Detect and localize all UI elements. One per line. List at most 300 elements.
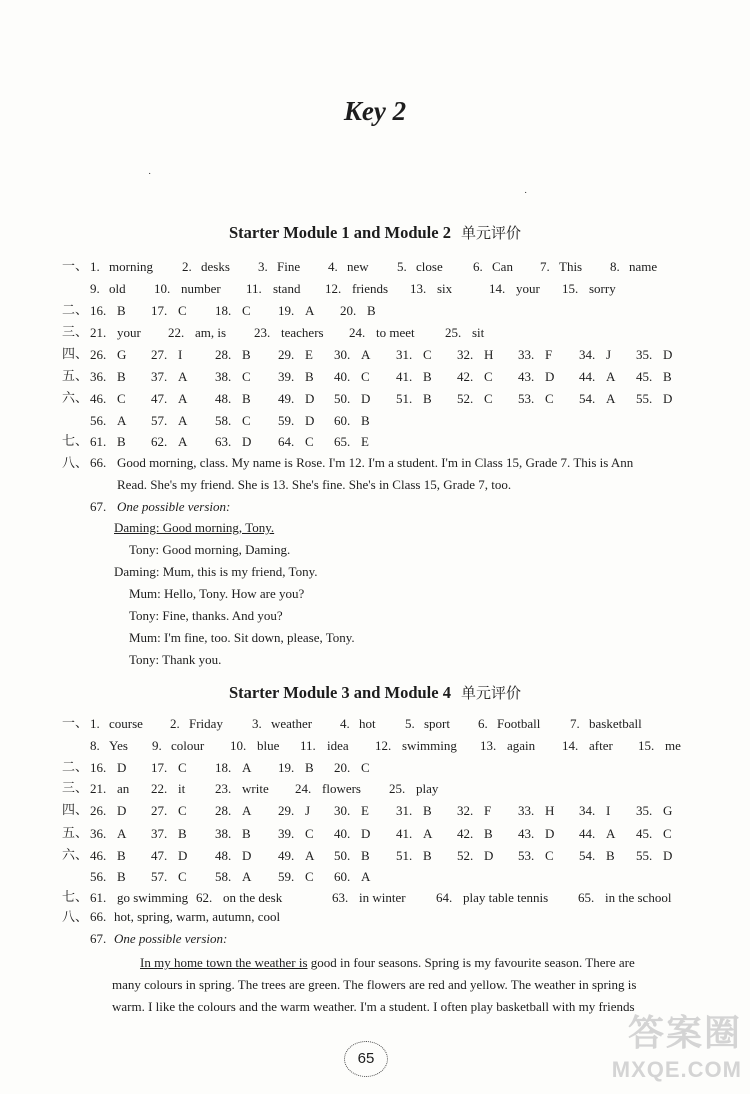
question-number: 5. bbox=[397, 259, 407, 274]
question-number: 47. bbox=[151, 391, 168, 406]
answer-text: old bbox=[109, 281, 126, 296]
answer-row bbox=[0, 824, 750, 844]
question-number: 62. bbox=[151, 434, 168, 449]
answer-text: C bbox=[305, 434, 314, 449]
question-number: 3. bbox=[252, 716, 262, 731]
answer-text: B bbox=[606, 848, 615, 863]
answer-text: hot bbox=[359, 716, 376, 731]
question-number: 43. bbox=[518, 826, 535, 841]
answer-text: play bbox=[416, 781, 439, 796]
question-number: 17. bbox=[151, 760, 168, 775]
question-number: 46. bbox=[90, 391, 107, 406]
answer-text: C bbox=[242, 303, 251, 318]
answer-text: B bbox=[423, 803, 432, 818]
answer-text: new bbox=[347, 259, 369, 274]
answer-text: B bbox=[117, 869, 126, 884]
question-number: 44. bbox=[579, 826, 596, 841]
dialogue-line: Mum: Hello, Tony. How are you? bbox=[129, 586, 305, 601]
answer-text: A bbox=[117, 826, 127, 841]
answer-text: flowers bbox=[322, 781, 361, 796]
answer-text: swimming bbox=[402, 738, 457, 753]
answer-text: D bbox=[545, 369, 555, 384]
question-number: 35. bbox=[636, 347, 653, 362]
q66-text-line: Good morning, class. My name is Rose. I'm 12. I'm a student. I'm in Class 15, Grade 7. This is Ann bbox=[117, 455, 634, 470]
page-number: 65 bbox=[344, 1041, 388, 1077]
question-number: 24. bbox=[349, 325, 366, 340]
answer-text: stand bbox=[273, 281, 301, 296]
question-number: 25. bbox=[445, 325, 462, 340]
answer-text: it bbox=[178, 781, 186, 796]
answer-text: C bbox=[545, 848, 554, 863]
answer-text: A bbox=[242, 803, 252, 818]
answer-text: H bbox=[484, 347, 494, 362]
question-number: 45. bbox=[636, 826, 653, 841]
question-number: 7. bbox=[570, 716, 580, 731]
essay-underlined: In my home town the weather is bbox=[140, 955, 308, 970]
question-number: 50. bbox=[334, 848, 351, 863]
q66-number: 66. bbox=[90, 909, 107, 924]
section-mark: 一、 bbox=[62, 716, 89, 731]
question-number: 31. bbox=[396, 347, 413, 362]
section-mark: 六、 bbox=[62, 391, 89, 406]
section-heading-cn: 单元评价 bbox=[460, 224, 521, 242]
question-number: 33. bbox=[518, 347, 535, 362]
question-number: 27. bbox=[151, 347, 168, 362]
answer-row bbox=[0, 323, 750, 343]
section-heading-cn: 单元评价 bbox=[460, 684, 521, 702]
question-number: 14. bbox=[562, 738, 579, 753]
answer-text: on the desk bbox=[223, 890, 283, 905]
question-number: 14. bbox=[489, 281, 506, 296]
dialogue-line: Tony: Fine, thanks. And you? bbox=[129, 608, 283, 623]
section-mark: 四、 bbox=[62, 347, 89, 362]
watermark-cn: 答案圈 bbox=[627, 1013, 742, 1054]
answer-text: go swimming bbox=[117, 890, 189, 905]
question-number: 4. bbox=[340, 716, 350, 731]
question-number: 40. bbox=[334, 369, 351, 384]
question-number: 10. bbox=[230, 738, 247, 753]
answer-text: desks bbox=[201, 259, 230, 274]
answer-text: sport bbox=[424, 716, 450, 731]
answer-row bbox=[0, 758, 750, 778]
answer-row bbox=[0, 432, 750, 452]
answer-text: H bbox=[545, 803, 555, 818]
essay-first-rest: good in four seasons. Spring is my favourite season. There are bbox=[307, 955, 635, 970]
question-number: 22. bbox=[168, 325, 185, 340]
answer-text: D bbox=[178, 848, 188, 863]
dialogue-line: Daming: Good morning, Tony. bbox=[114, 520, 275, 535]
answer-text: B bbox=[242, 347, 251, 362]
answer-text: A bbox=[178, 369, 188, 384]
question-number: 21. bbox=[90, 325, 107, 340]
question-number: 47. bbox=[151, 848, 168, 863]
answer-text: A bbox=[242, 869, 252, 884]
answer-text: again bbox=[507, 738, 536, 753]
answer-text: A bbox=[305, 303, 315, 318]
answer-text: D bbox=[663, 347, 673, 362]
question-number: 2. bbox=[170, 716, 180, 731]
question-number: 62. bbox=[196, 890, 213, 905]
watermark-en: MXQE.COM bbox=[611, 1057, 742, 1082]
question-number: 50. bbox=[334, 391, 351, 406]
section-mark: 二、 bbox=[62, 303, 89, 318]
dialogue-line: Tony: Good morning, Daming. bbox=[129, 542, 291, 557]
question-number: 11. bbox=[300, 738, 316, 753]
answer-text: F bbox=[484, 803, 492, 818]
answer-text: name bbox=[629, 259, 658, 274]
answer-text: D bbox=[305, 391, 315, 406]
question-number: 60. bbox=[334, 869, 351, 884]
q66-number: 66. bbox=[90, 455, 107, 470]
q66-mark: 八、 bbox=[62, 455, 89, 470]
essay-line: warm. I like the colours and the warm weather. I'm a student. I often play basketball with my friends bbox=[112, 999, 635, 1014]
question-number: 3. bbox=[258, 259, 268, 274]
question-number: 31. bbox=[396, 803, 413, 818]
question-number: 65. bbox=[578, 890, 595, 905]
answer-row bbox=[0, 345, 750, 365]
q67-number: 67. bbox=[90, 499, 107, 514]
question-number: 39. bbox=[278, 826, 295, 841]
scan-speck: ˙ bbox=[148, 172, 152, 183]
question-number: 64. bbox=[278, 434, 295, 449]
answer-text: friends bbox=[352, 281, 389, 296]
section-heading-text: Starter Module 3 and Module 4 bbox=[228, 683, 451, 702]
answer-text: write bbox=[242, 781, 269, 796]
dialogue-line: Tony: Thank you. bbox=[129, 652, 222, 667]
answer-text: D bbox=[361, 391, 371, 406]
question-number: 16. bbox=[90, 760, 107, 775]
section-heading-2 bbox=[0, 682, 750, 703]
question-number: 24. bbox=[295, 781, 312, 796]
essay-line: many colours in spring. The trees are green. The flowers are red and yellow. The weather in spring is bbox=[112, 977, 637, 992]
question-number: 7. bbox=[540, 259, 550, 274]
answer-row bbox=[0, 779, 750, 799]
answer-text: D bbox=[242, 434, 252, 449]
answer-text: idea bbox=[327, 738, 349, 753]
answer-text: Fine bbox=[277, 259, 301, 274]
question-number: 26. bbox=[90, 803, 107, 818]
answer-text: C bbox=[305, 869, 314, 884]
answer-row bbox=[0, 389, 750, 409]
answer-text: your bbox=[117, 325, 141, 340]
answer-row bbox=[0, 801, 750, 821]
answer-text: to meet bbox=[376, 325, 415, 340]
question-number: 61. bbox=[90, 434, 107, 449]
answer-row bbox=[0, 279, 750, 299]
question-number: 21. bbox=[90, 781, 107, 796]
question-number: 20. bbox=[334, 760, 351, 775]
question-number: 44. bbox=[579, 369, 596, 384]
question-number: 61. bbox=[90, 890, 107, 905]
answer-text: A bbox=[361, 869, 371, 884]
question-number: 57. bbox=[151, 869, 168, 884]
answer-text: D bbox=[117, 760, 127, 775]
answer-text: basketball bbox=[589, 716, 642, 731]
answer-text: This bbox=[559, 259, 583, 274]
question-number: 39. bbox=[278, 369, 295, 384]
answer-row bbox=[0, 714, 750, 734]
answer-text: B bbox=[361, 413, 370, 428]
answer-text: six bbox=[437, 281, 453, 296]
question-number: 25. bbox=[389, 781, 406, 796]
question-number: 11. bbox=[246, 281, 262, 296]
answer-text: G bbox=[117, 347, 127, 362]
question-number: 8. bbox=[610, 259, 620, 274]
section-heading-1 bbox=[0, 222, 750, 243]
answer-text: Yes bbox=[109, 738, 128, 753]
answer-text: B bbox=[178, 826, 187, 841]
answer-text: I bbox=[178, 347, 183, 362]
answer-text: sorry bbox=[589, 281, 616, 296]
answer-text: B bbox=[117, 848, 126, 863]
question-number: 54. bbox=[579, 391, 596, 406]
question-number: 58. bbox=[215, 869, 232, 884]
answer-text: D bbox=[361, 826, 371, 841]
question-number: 22. bbox=[151, 781, 168, 796]
answer-text: D bbox=[305, 413, 315, 428]
answer-text: course bbox=[109, 716, 143, 731]
answer-text: colour bbox=[171, 738, 205, 753]
answer-row bbox=[0, 846, 750, 866]
answer-text: J bbox=[305, 803, 311, 818]
question-number: 9. bbox=[152, 738, 162, 753]
question-number: 35. bbox=[636, 803, 653, 818]
page-title: Key 2 bbox=[343, 96, 407, 126]
question-number: 13. bbox=[480, 738, 497, 753]
question-number: 34. bbox=[579, 803, 596, 818]
q66-text: hot, spring, warm, autumn, cool bbox=[114, 909, 281, 924]
answer-text: C bbox=[178, 760, 187, 775]
question-number: 32. bbox=[457, 803, 474, 818]
answer-text: C bbox=[178, 869, 187, 884]
question-number: 40. bbox=[334, 826, 351, 841]
answer-text: B bbox=[117, 303, 126, 318]
answer-text: Football bbox=[497, 716, 541, 731]
answer-text: B bbox=[423, 848, 432, 863]
question-number: 23. bbox=[254, 325, 271, 340]
answer-text: C bbox=[484, 391, 493, 406]
question-number: 51. bbox=[396, 848, 413, 863]
question-number: 12. bbox=[325, 281, 342, 296]
section-mark: 一、 bbox=[62, 259, 89, 274]
section-mark: 五、 bbox=[62, 369, 89, 384]
question-number: 53. bbox=[518, 848, 535, 863]
answer-text: after bbox=[589, 738, 613, 753]
answer-text: an bbox=[117, 781, 130, 796]
answer-text: C bbox=[545, 391, 554, 406]
question-number: 33. bbox=[518, 803, 535, 818]
answer-text: A bbox=[242, 760, 252, 775]
answer-text: C bbox=[361, 369, 370, 384]
question-number: 60. bbox=[334, 413, 351, 428]
answer-text: A bbox=[606, 391, 616, 406]
question-number: 30. bbox=[334, 803, 351, 818]
question-number: 56. bbox=[90, 869, 107, 884]
answer-text: C bbox=[178, 303, 187, 318]
answer-text: D bbox=[663, 848, 673, 863]
question-number: 42. bbox=[457, 826, 474, 841]
answer-text: your bbox=[516, 281, 540, 296]
question-number: 1. bbox=[90, 716, 100, 731]
question-number: 56. bbox=[90, 413, 107, 428]
answer-text: J bbox=[606, 347, 612, 362]
question-number: 6. bbox=[478, 716, 488, 731]
question-number: 36. bbox=[90, 826, 107, 841]
question-number: 57. bbox=[151, 413, 168, 428]
question-number: 59. bbox=[278, 869, 295, 884]
question-number: 41. bbox=[396, 826, 413, 841]
answer-text: C bbox=[305, 826, 314, 841]
answer-text: number bbox=[181, 281, 221, 296]
answer-text: C bbox=[361, 760, 370, 775]
answer-text: A bbox=[178, 391, 188, 406]
question-number: 64. bbox=[436, 890, 453, 905]
question-number: 23. bbox=[215, 781, 232, 796]
answer-text: G bbox=[663, 803, 673, 818]
question-number: 53. bbox=[518, 391, 535, 406]
answer-text: B bbox=[117, 369, 126, 384]
answer-text: E bbox=[305, 347, 313, 362]
answer-text: E bbox=[361, 434, 369, 449]
question-number: 58. bbox=[215, 413, 232, 428]
question-number: 19. bbox=[278, 760, 295, 775]
question-number: 46. bbox=[90, 848, 107, 863]
answer-text: B bbox=[663, 369, 672, 384]
answer-row bbox=[0, 867, 750, 887]
question-number: 63. bbox=[332, 890, 349, 905]
question-number: 36. bbox=[90, 369, 107, 384]
question-number: 5. bbox=[405, 716, 415, 731]
answer-text: B bbox=[484, 826, 493, 841]
question-number: 48. bbox=[215, 391, 232, 406]
q66-mark: 八、 bbox=[62, 909, 89, 924]
answer-row bbox=[0, 411, 750, 431]
answer-text: me bbox=[665, 738, 681, 753]
question-number: 8. bbox=[90, 738, 100, 753]
question-number: 10. bbox=[154, 281, 171, 296]
q66-text-line: Read. She's my friend. She is 13. She's fine. She's in Class 15, Grade 7, too. bbox=[117, 477, 512, 492]
question-number: 49. bbox=[278, 391, 295, 406]
dialogue-line: Daming: Mum, this is my friend, Tony. bbox=[114, 564, 318, 579]
question-number: 37. bbox=[151, 826, 168, 841]
answer-text: B bbox=[305, 760, 314, 775]
question-number: 18. bbox=[215, 760, 232, 775]
question-number: 30. bbox=[334, 347, 351, 362]
question-number: 65. bbox=[334, 434, 351, 449]
answer-text: B bbox=[305, 369, 314, 384]
answer-row bbox=[0, 301, 750, 321]
question-number: 49. bbox=[278, 848, 295, 863]
answer-text: B bbox=[423, 391, 432, 406]
question-number: 2. bbox=[182, 259, 192, 274]
question-number: 41. bbox=[396, 369, 413, 384]
question-number: 52. bbox=[457, 391, 474, 406]
answer-text: F bbox=[545, 347, 553, 362]
question-number: 6. bbox=[473, 259, 483, 274]
answer-row bbox=[0, 367, 750, 387]
question-number: 15. bbox=[638, 738, 655, 753]
question-number: 32. bbox=[457, 347, 474, 362]
answer-text: C bbox=[423, 347, 432, 362]
answer-text: D bbox=[545, 826, 555, 841]
answer-text: A bbox=[178, 413, 188, 428]
answer-text: A bbox=[178, 434, 188, 449]
q67-label: One possible version: bbox=[117, 499, 231, 514]
answer-text: A bbox=[117, 413, 127, 428]
answer-text: Can bbox=[492, 259, 513, 274]
section-heading-text: Starter Module 1 and Module 2 bbox=[228, 223, 451, 242]
question-number: 27. bbox=[151, 803, 168, 818]
question-number: 38. bbox=[215, 369, 232, 384]
answer-text: B bbox=[242, 391, 251, 406]
question-number: 55. bbox=[636, 848, 653, 863]
question-number: 38. bbox=[215, 826, 232, 841]
answer-text: B bbox=[423, 369, 432, 384]
section-mark: 三、 bbox=[62, 781, 89, 796]
answer-text: A bbox=[606, 369, 616, 384]
question-number: 13. bbox=[410, 281, 427, 296]
answer-text: C bbox=[663, 826, 672, 841]
answer-text: sit bbox=[472, 325, 485, 340]
answer-row bbox=[0, 888, 750, 908]
question-number: 17. bbox=[151, 303, 168, 318]
answer-text: C bbox=[242, 369, 251, 384]
question-number: 29. bbox=[278, 347, 295, 362]
answer-text: B bbox=[361, 848, 370, 863]
section-mark: 五、 bbox=[62, 826, 89, 841]
question-number: 45. bbox=[636, 369, 653, 384]
question-number: 59. bbox=[278, 413, 295, 428]
answer-text: D bbox=[242, 848, 252, 863]
answer-text: D bbox=[117, 803, 127, 818]
answer-text: D bbox=[663, 391, 673, 406]
answer-text: in winter bbox=[359, 890, 406, 905]
answer-text: C bbox=[242, 413, 251, 428]
question-number: 28. bbox=[215, 347, 232, 362]
question-number: 42. bbox=[457, 369, 474, 384]
answer-text: Friday bbox=[189, 716, 223, 731]
answer-text: weather bbox=[271, 716, 313, 731]
answer-text: A bbox=[423, 826, 433, 841]
section-mark: 七、 bbox=[62, 890, 89, 905]
scan-speck: ˙ bbox=[524, 191, 528, 202]
answer-text: am, is bbox=[195, 325, 227, 340]
q67-label: One possible version: bbox=[114, 931, 228, 946]
question-number: 15. bbox=[562, 281, 579, 296]
answer-text: D bbox=[484, 848, 494, 863]
q67-number: 67. bbox=[90, 931, 107, 946]
question-number: 18. bbox=[215, 303, 232, 318]
answer-text: B bbox=[367, 303, 376, 318]
watermark bbox=[592, 1012, 742, 1090]
answer-text: C bbox=[484, 369, 493, 384]
section-mark: 四、 bbox=[62, 803, 89, 818]
question-number: 28. bbox=[215, 803, 232, 818]
answer-text: E bbox=[361, 803, 369, 818]
section-mark: 三、 bbox=[62, 325, 89, 340]
answer-text: close bbox=[416, 259, 443, 274]
dialogue-line: Mum: I'm fine, too. Sit down, please, Tony. bbox=[129, 630, 355, 645]
answer-text: C bbox=[178, 803, 187, 818]
question-number: 37. bbox=[151, 369, 168, 384]
question-number: 12. bbox=[375, 738, 392, 753]
question-number: 55. bbox=[636, 391, 653, 406]
answer-text: A bbox=[361, 347, 371, 362]
answer-text: play table tennis bbox=[463, 890, 549, 905]
answer-text: teachers bbox=[281, 325, 324, 340]
section-mark: 七、 bbox=[62, 434, 89, 449]
question-number: 52. bbox=[457, 848, 474, 863]
